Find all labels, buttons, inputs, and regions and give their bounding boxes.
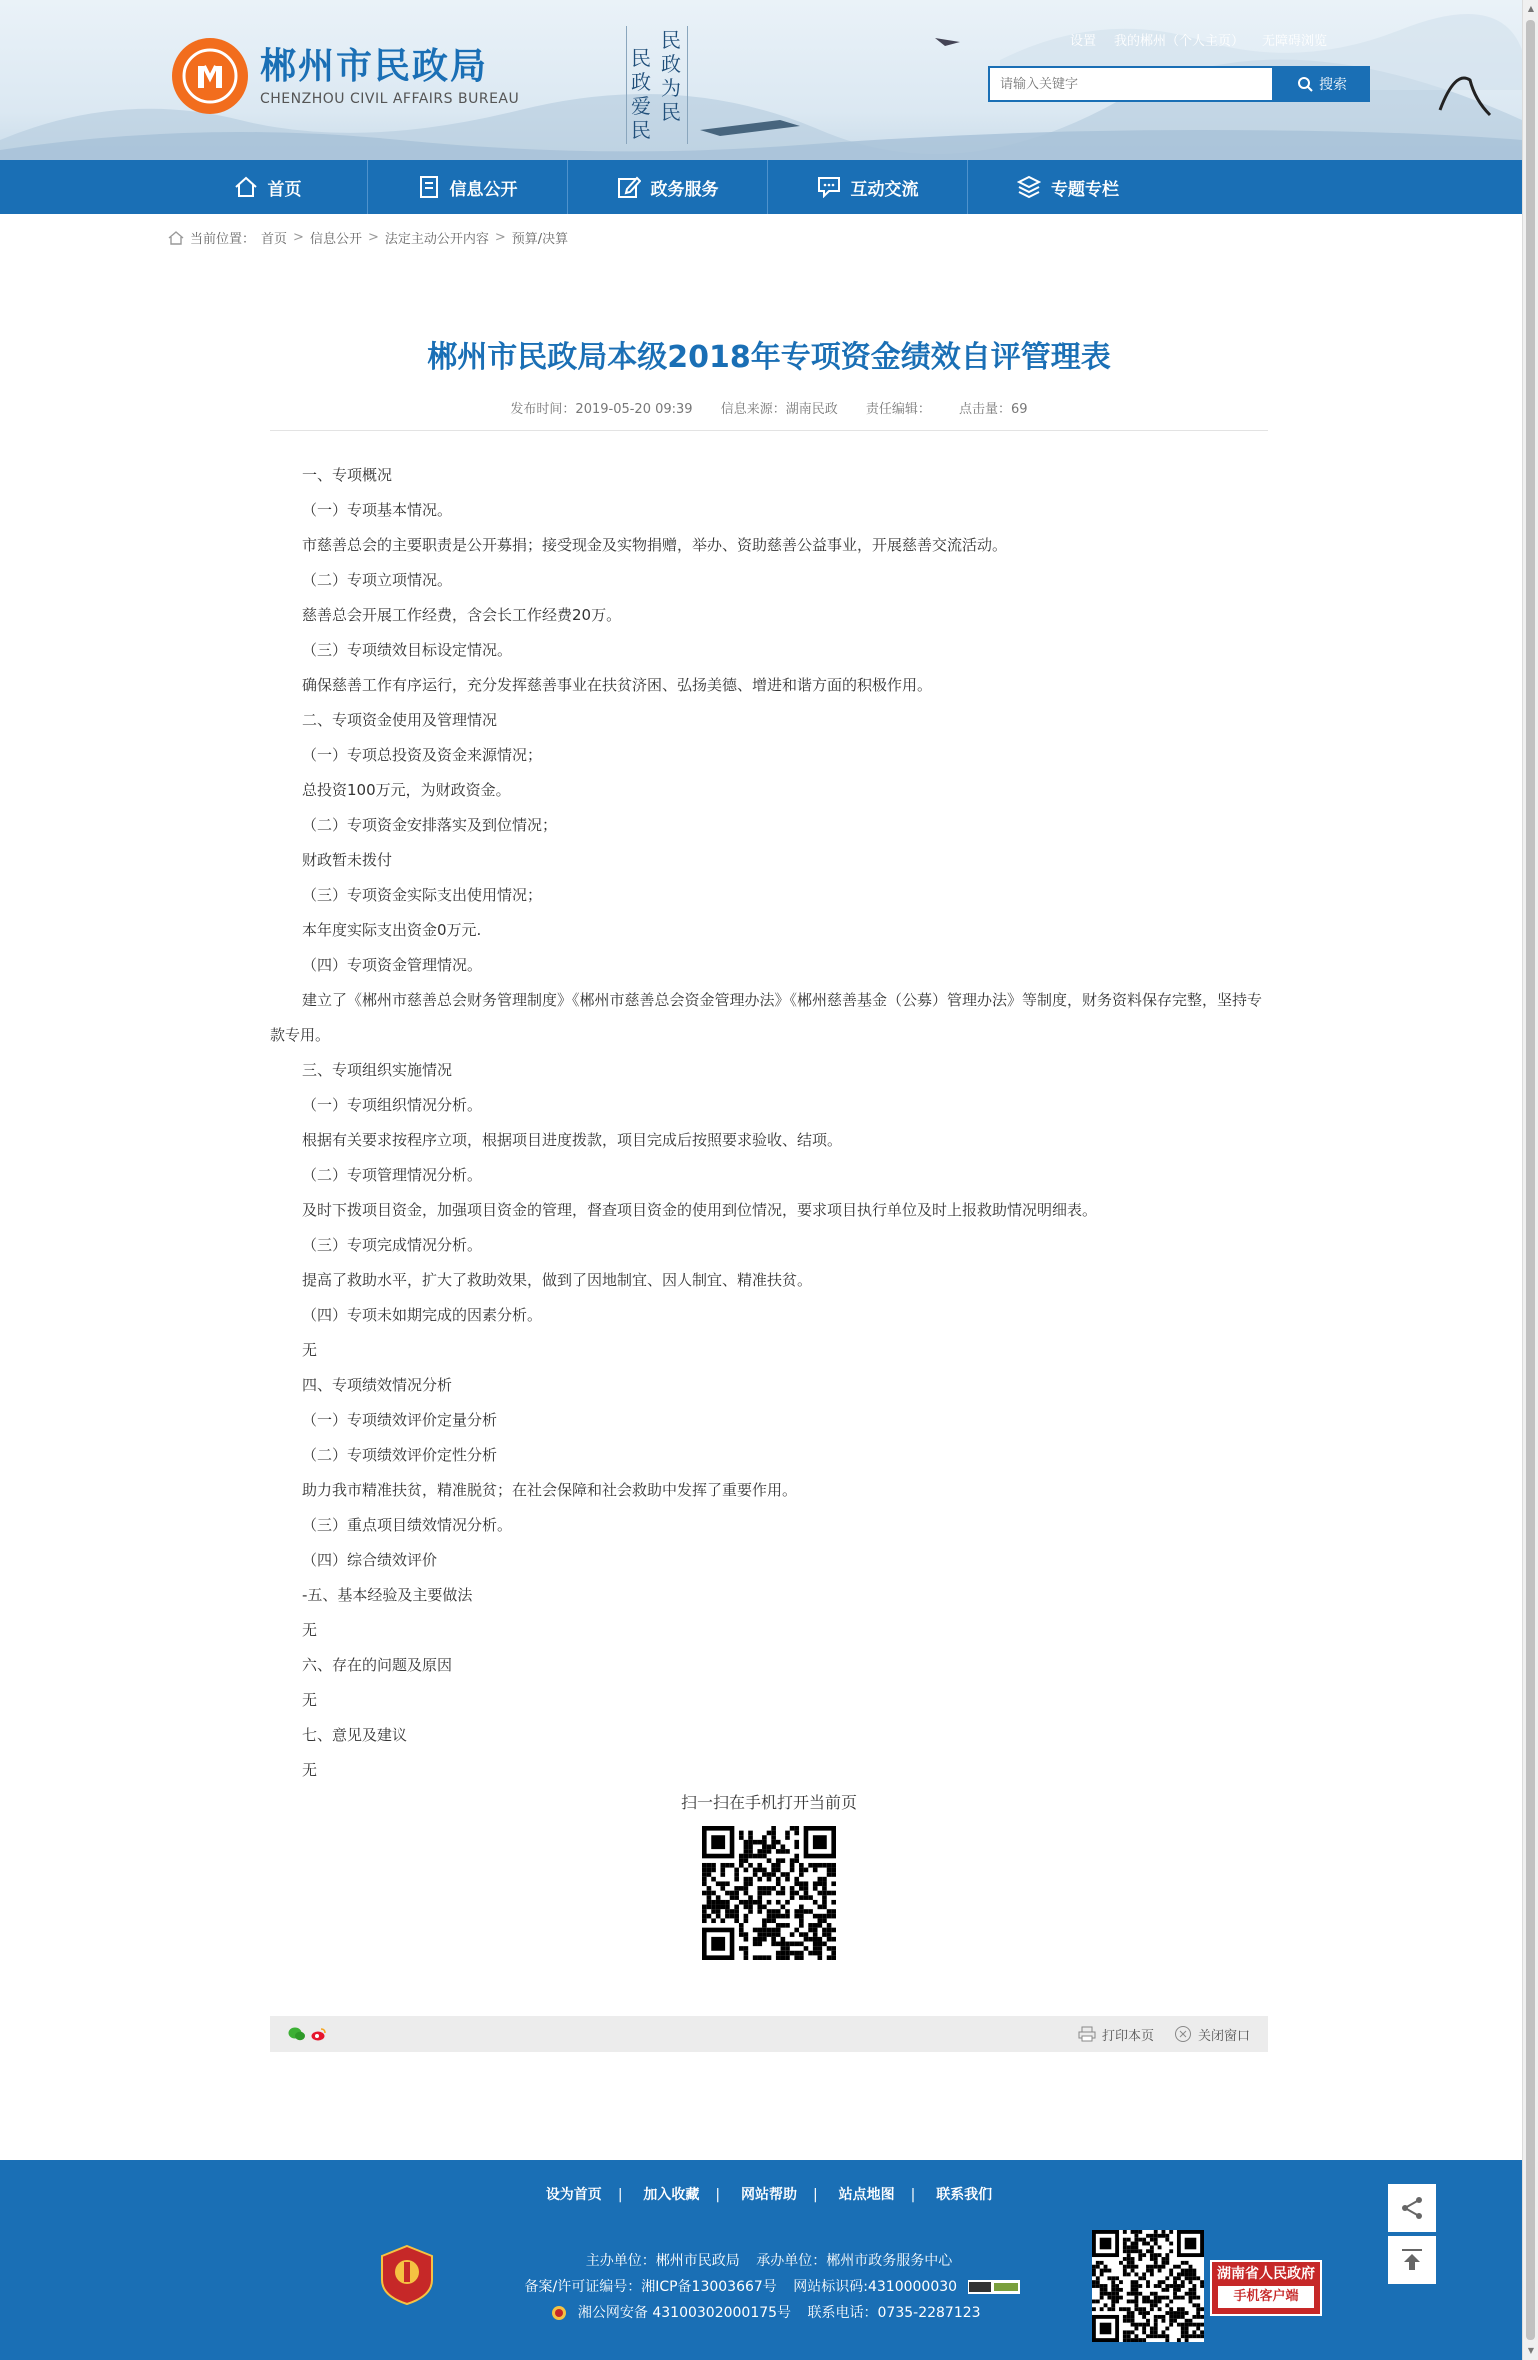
nav-item-label: 专题专栏 [1051, 179, 1119, 200]
share-bar [270, 2016, 1268, 2052]
nav-item-label: 首页 [267, 179, 302, 200]
article-paragraph: （二）专项绩效评价定性分析 [302, 1446, 498, 1464]
breadcrumb-item-budget[interactable]: 预算/决算 [511, 232, 569, 247]
editor: 责任编辑： [865, 402, 931, 417]
article-paragraph: （二）专项管理情况分析。 [302, 1166, 483, 1184]
main-nav [0, 160, 1522, 214]
footer-phone: 联系电话：0735-2287123 [807, 2305, 981, 2321]
article-paragraph: （一）专项基本情况。 [302, 501, 453, 519]
search-button-label: 搜索 [1319, 77, 1347, 93]
gov-app-line2: 手机客户端 [1218, 2286, 1314, 2308]
share-icon [1399, 2195, 1425, 2221]
footer-links: 设为首页 | 加入收藏 | 网站帮助 | 站点地图 | 联系我们 [545, 2187, 993, 2203]
nav-item-interaction[interactable] [768, 160, 968, 214]
slogan-left: 民政爱民 [631, 46, 651, 142]
back-to-top-button[interactable] [1388, 2236, 1436, 2284]
view-count: 点击量：69 [959, 402, 1028, 417]
home-icon [168, 231, 184, 245]
site-name-en: CHENZHOU CIVIL AFFAIRS BUREAU [260, 91, 520, 107]
article-paragraph: 二、专项资金使用及管理情况 [302, 711, 498, 729]
article-paragraph: （四）专项未如期完成的因素分析。 [302, 1306, 543, 1324]
article-paragraph: 七、意见及建议 [302, 1726, 408, 1744]
site-header [0, 0, 1522, 160]
article-paragraph: 慈善总会开展工作经费，含会长工作经费20万。 [302, 606, 622, 624]
chat-icon [817, 176, 841, 198]
nav-item-special-topics[interactable] [968, 160, 1168, 214]
slogan-panel [626, 26, 688, 144]
breadcrumb-separator: > [494, 230, 506, 245]
qr-caption: 扫一扫在手机打开当前页 [680, 1793, 857, 1812]
scroll-up-icon[interactable]: ▲ [1527, 4, 1535, 13]
share-float-button[interactable] [1388, 2184, 1436, 2232]
article-paragraph: 四、专项绩效情况分析 [302, 1376, 453, 1394]
article-paragraph: 助力我市精准扶贫，精准脱贫；在社会保障和社会救助中发挥了重要作用。 [302, 1481, 798, 1499]
article-paragraph: 市慈善总会的主要职责是公开募捐；接受现金及实物捐赠，举办、资助慈善公益事业，开展慈善交流活动。 [302, 536, 1008, 554]
weibo-icon[interactable] [310, 2026, 326, 2042]
article-paragraph: （三）专项完成情况分析。 [302, 1236, 483, 1254]
footer-link-sitemap[interactable]: 站点地图 [838, 2187, 895, 2203]
breadcrumb-item-statutory[interactable]: 法定主动公开内容 [384, 232, 489, 247]
nav-item-label: 互动交流 [850, 179, 919, 200]
breadcrumb-separator: > [293, 230, 304, 245]
breadcrumb-item-info[interactable]: 信息公开 [309, 232, 362, 247]
close-window-button[interactable] [1174, 2025, 1250, 2044]
article-body [270, 458, 1268, 1788]
breadcrumb-item-home[interactable]: 首页 [261, 232, 288, 247]
footer-undertaker: 承办单位：郴州市政务服务中心 [756, 2253, 953, 2269]
article-paragraph: （三）专项绩效目标设定情况。 [302, 641, 513, 659]
site-footer [0, 2160, 1522, 2360]
article-paragraph: 财政暂未拨付 [302, 851, 393, 869]
article-paragraph: -五、基本经验及主要做法 [302, 1586, 473, 1604]
print-button[interactable] [1078, 2025, 1154, 2044]
printer-icon [1078, 2026, 1096, 2042]
article-paragraph: 建立了《郴州市慈善总会财务管理制度》《郴州市慈善总会资金管理办法》《郴州慈善基金（公募）管理办法》等制度，财务资料保存完整，坚持专款专用。 [270, 991, 1263, 1044]
article-paragraph: 三、专项组织实施情况 [302, 1061, 453, 1079]
publish-time: 发布时间：2019-05-20 09:39 [510, 402, 693, 417]
slogan-right: 民政为民 [661, 28, 681, 124]
article-paragraph: （四）综合绩效评价 [302, 1551, 438, 1569]
home-icon [234, 176, 258, 198]
edit-icon [617, 175, 641, 199]
top-links [1070, 30, 1327, 49]
info-source: 信息来源：湖南民政 [720, 402, 838, 417]
close-label: 关闭窗口 [1197, 2028, 1250, 2044]
breadcrumb-prefix: 当前位置： [190, 232, 256, 247]
scroll-down-icon[interactable]: ▼ [1527, 2346, 1535, 2355]
article-meta [270, 398, 1268, 417]
back-to-top-icon [1399, 2247, 1425, 2273]
article-paragraph: （一）专项总投资及资金来源情况； [302, 746, 543, 764]
wechat-icon[interactable] [288, 2026, 306, 2042]
top-link-accessibility[interactable]: 无障碍浏览 [1262, 34, 1328, 49]
article-paragraph: （四）专项资金管理情况。 [302, 956, 483, 974]
article-paragraph: （三）专项资金实际支出使用情况； [302, 886, 543, 904]
article-paragraph: （一）专项组织情况分析。 [302, 1096, 483, 1114]
nav-item-gov-services[interactable] [568, 160, 768, 214]
footer-link-contact[interactable]: 联系我们 [936, 2187, 993, 2203]
nav-item-info-disclosure[interactable] [368, 160, 568, 214]
footer-host: 主办单位：郴州市民政局 [585, 2253, 740, 2269]
article-paragraph: （二）专项立项情况。 [302, 571, 453, 589]
footer-qr-code [1092, 2230, 1204, 2342]
document-icon [418, 175, 440, 199]
close-icon [1174, 2025, 1192, 2043]
article-paragraph: 无 [302, 1691, 318, 1709]
article-paragraph: 确保慈善工作有序运行，充分发挥慈善事业在扶贫济困、弘扬美德、增进和谐方面的积极作用。 [302, 676, 933, 694]
scroll-thumb[interactable] [1526, 20, 1535, 2340]
article-title: 郴州市民政局本级2018年专项资金绩效自评管理表 [427, 340, 1111, 375]
search-box [988, 66, 1370, 102]
footer-link-favorites[interactable]: 加入收藏 [643, 2187, 700, 2203]
article-paragraph: 一、专项概况 [302, 466, 393, 484]
article-paragraph: （一）专项绩效评价定量分析 [302, 1411, 498, 1429]
nav-item-home[interactable] [168, 160, 368, 214]
breadcrumb-separator: > [367, 230, 379, 245]
footer-link-help[interactable]: 网站帮助 [741, 2187, 797, 2203]
article-paragraph: 本年度实际支出资金0万元. [302, 921, 482, 939]
gov-app-button[interactable] [1210, 2260, 1322, 2316]
article-paragraph: 无 [302, 1761, 318, 1779]
footer-icp[interactable]: 备案/许可证编号：湘ICP备13003667号 [524, 2279, 777, 2295]
civil-affairs-emblem-icon [172, 38, 248, 114]
site-logo[interactable] [172, 38, 519, 114]
nav-item-label: 政务服务 [650, 179, 719, 200]
article-paragraph: 无 [302, 1341, 318, 1359]
article-paragraph: 根据有关要求按程序立项，根据项目进度拨款，项目完成后按照要求验收、结项。 [302, 1131, 843, 1149]
footer-police[interactable]: 湘公网安备 43100302000175号 [577, 2305, 792, 2321]
article-paragraph: 总投资100万元，为财政资金。 [302, 781, 511, 799]
top-link-my-chenzhou[interactable]: 我的郴州（个人主页） [1114, 34, 1245, 49]
site-name: 郴州市民政局 [260, 46, 489, 87]
cnzz-stat-icon[interactable] [968, 2280, 1020, 2294]
breadcrumb [168, 228, 568, 247]
top-link-settings[interactable]: 设置 [1070, 34, 1097, 49]
article-paragraph: （三）重点项目绩效情况分析。 [302, 1516, 513, 1534]
page-scrollbar[interactable] [1522, 0, 1538, 2360]
police-badge-icon [551, 2305, 567, 2321]
footer-link-set-homepage[interactable]: 设为首页 [545, 2187, 602, 2203]
search-button[interactable] [1274, 66, 1370, 102]
title-divider [270, 430, 1268, 431]
nav-item-label: 信息公开 [449, 179, 518, 200]
search-input[interactable] [988, 66, 1274, 102]
page-qr-code [702, 1826, 836, 1960]
article-paragraph: 六、存在的问题及原因 [302, 1656, 453, 1674]
article-paragraph: 提高了救助水平，扩大了救助效果，做到了因地制宜、因人制宜、精准扶贫。 [302, 1271, 813, 1289]
layers-icon [1017, 175, 1041, 199]
gov-app-line1: 湖南省人民政府 [1217, 2266, 1315, 2282]
article-paragraph: 无 [302, 1621, 318, 1639]
footer-site-code: 网站标识码:4310000030 [793, 2279, 958, 2295]
article-paragraph: （二）专项资金安排落实及到位情况； [302, 816, 558, 834]
print-label: 打印本页 [1101, 2028, 1154, 2044]
article-paragraph: 及时下拨项目资金，加强项目资金的管理，督查项目资金的使用到位情况，要求项目执行单位及时上报救助情况明细表。 [302, 1201, 1098, 1219]
search-icon [1297, 76, 1313, 92]
